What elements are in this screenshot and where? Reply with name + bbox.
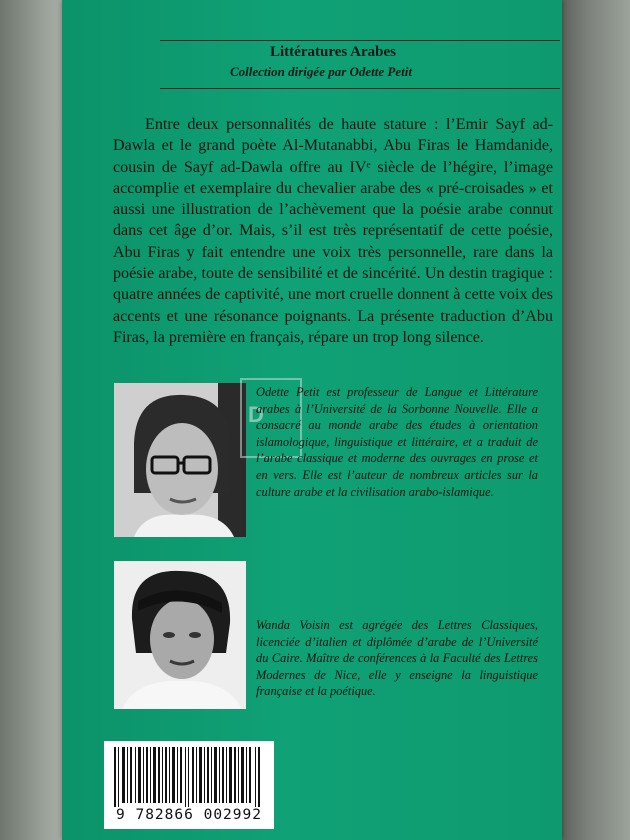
series-subtitle: Collection dirigée par Odette Petit	[230, 64, 412, 79]
header-rule-bottom	[160, 88, 560, 89]
table-surface-left	[0, 0, 62, 840]
watermark-stamp: D	[240, 378, 302, 458]
header-rule-top	[160, 40, 560, 41]
barcode-digits: 9 782866 002992	[116, 807, 262, 823]
author-photo-wanda-voisin	[114, 561, 246, 709]
series-title: Littératures Arabes	[270, 44, 396, 60]
author-bio-odette-petit: Odette Petit est professeur de Langue et Littérature arabes à l’Université de la Sorbonne Nouvelle. Elle a consacré au monde arabe des études à orientation islamologique, linguistique et littéraire, et a traduit de l’arabe classique et moderne des ouvrages en prose et en vers. Elle est l’auteur de nombreux articles sur la culture arabe et la civilisation arabo-islamique.	[256, 385, 538, 499]
table-surface-right	[560, 0, 630, 840]
barcode-bars	[114, 747, 264, 807]
back-cover-blurb: Entre deux personnalités de haute stature : l’Emir Sayf ad-Dawla et le grand poète Al-Mutanabbi, Abu Firas le Hamdanide, cousin de Sayf ad-Dawla offre au IVᵉ siècle de l’hégire, l’image accomplie et exemplaire du chevalier arabe des « pré-croisades » et aussi une illustration de l’achèvement que la poésie arabe connut dans cet âge d’or. Mais, s’il est très représentatif de cette poésie, Abu Firas y fait entendre une voix très personnelle, rare dans la poésie arabe, toute de sensibilité et de sincérité. Un destin tragique : quatre années de captivité, une mort cruelle donnent à cette voix des accents et une résonance poignants. La présente traduction d’Abu Firas, la première en français, répare un trop long silence.	[113, 116, 553, 346]
author-photo-odette-petit	[114, 383, 246, 537]
author-bio-wanda-voisin: Wanda Voisin est agrégée des Lettres Classiques, licenciée d’italien et diplômée d’arabe de l’Université du Caire. Maître de conférences à la Faculté des Lettres Modernes de Nice, elle y enseigne la linguistique française et la poétique.	[256, 618, 538, 699]
barcode-panel	[104, 741, 274, 829]
